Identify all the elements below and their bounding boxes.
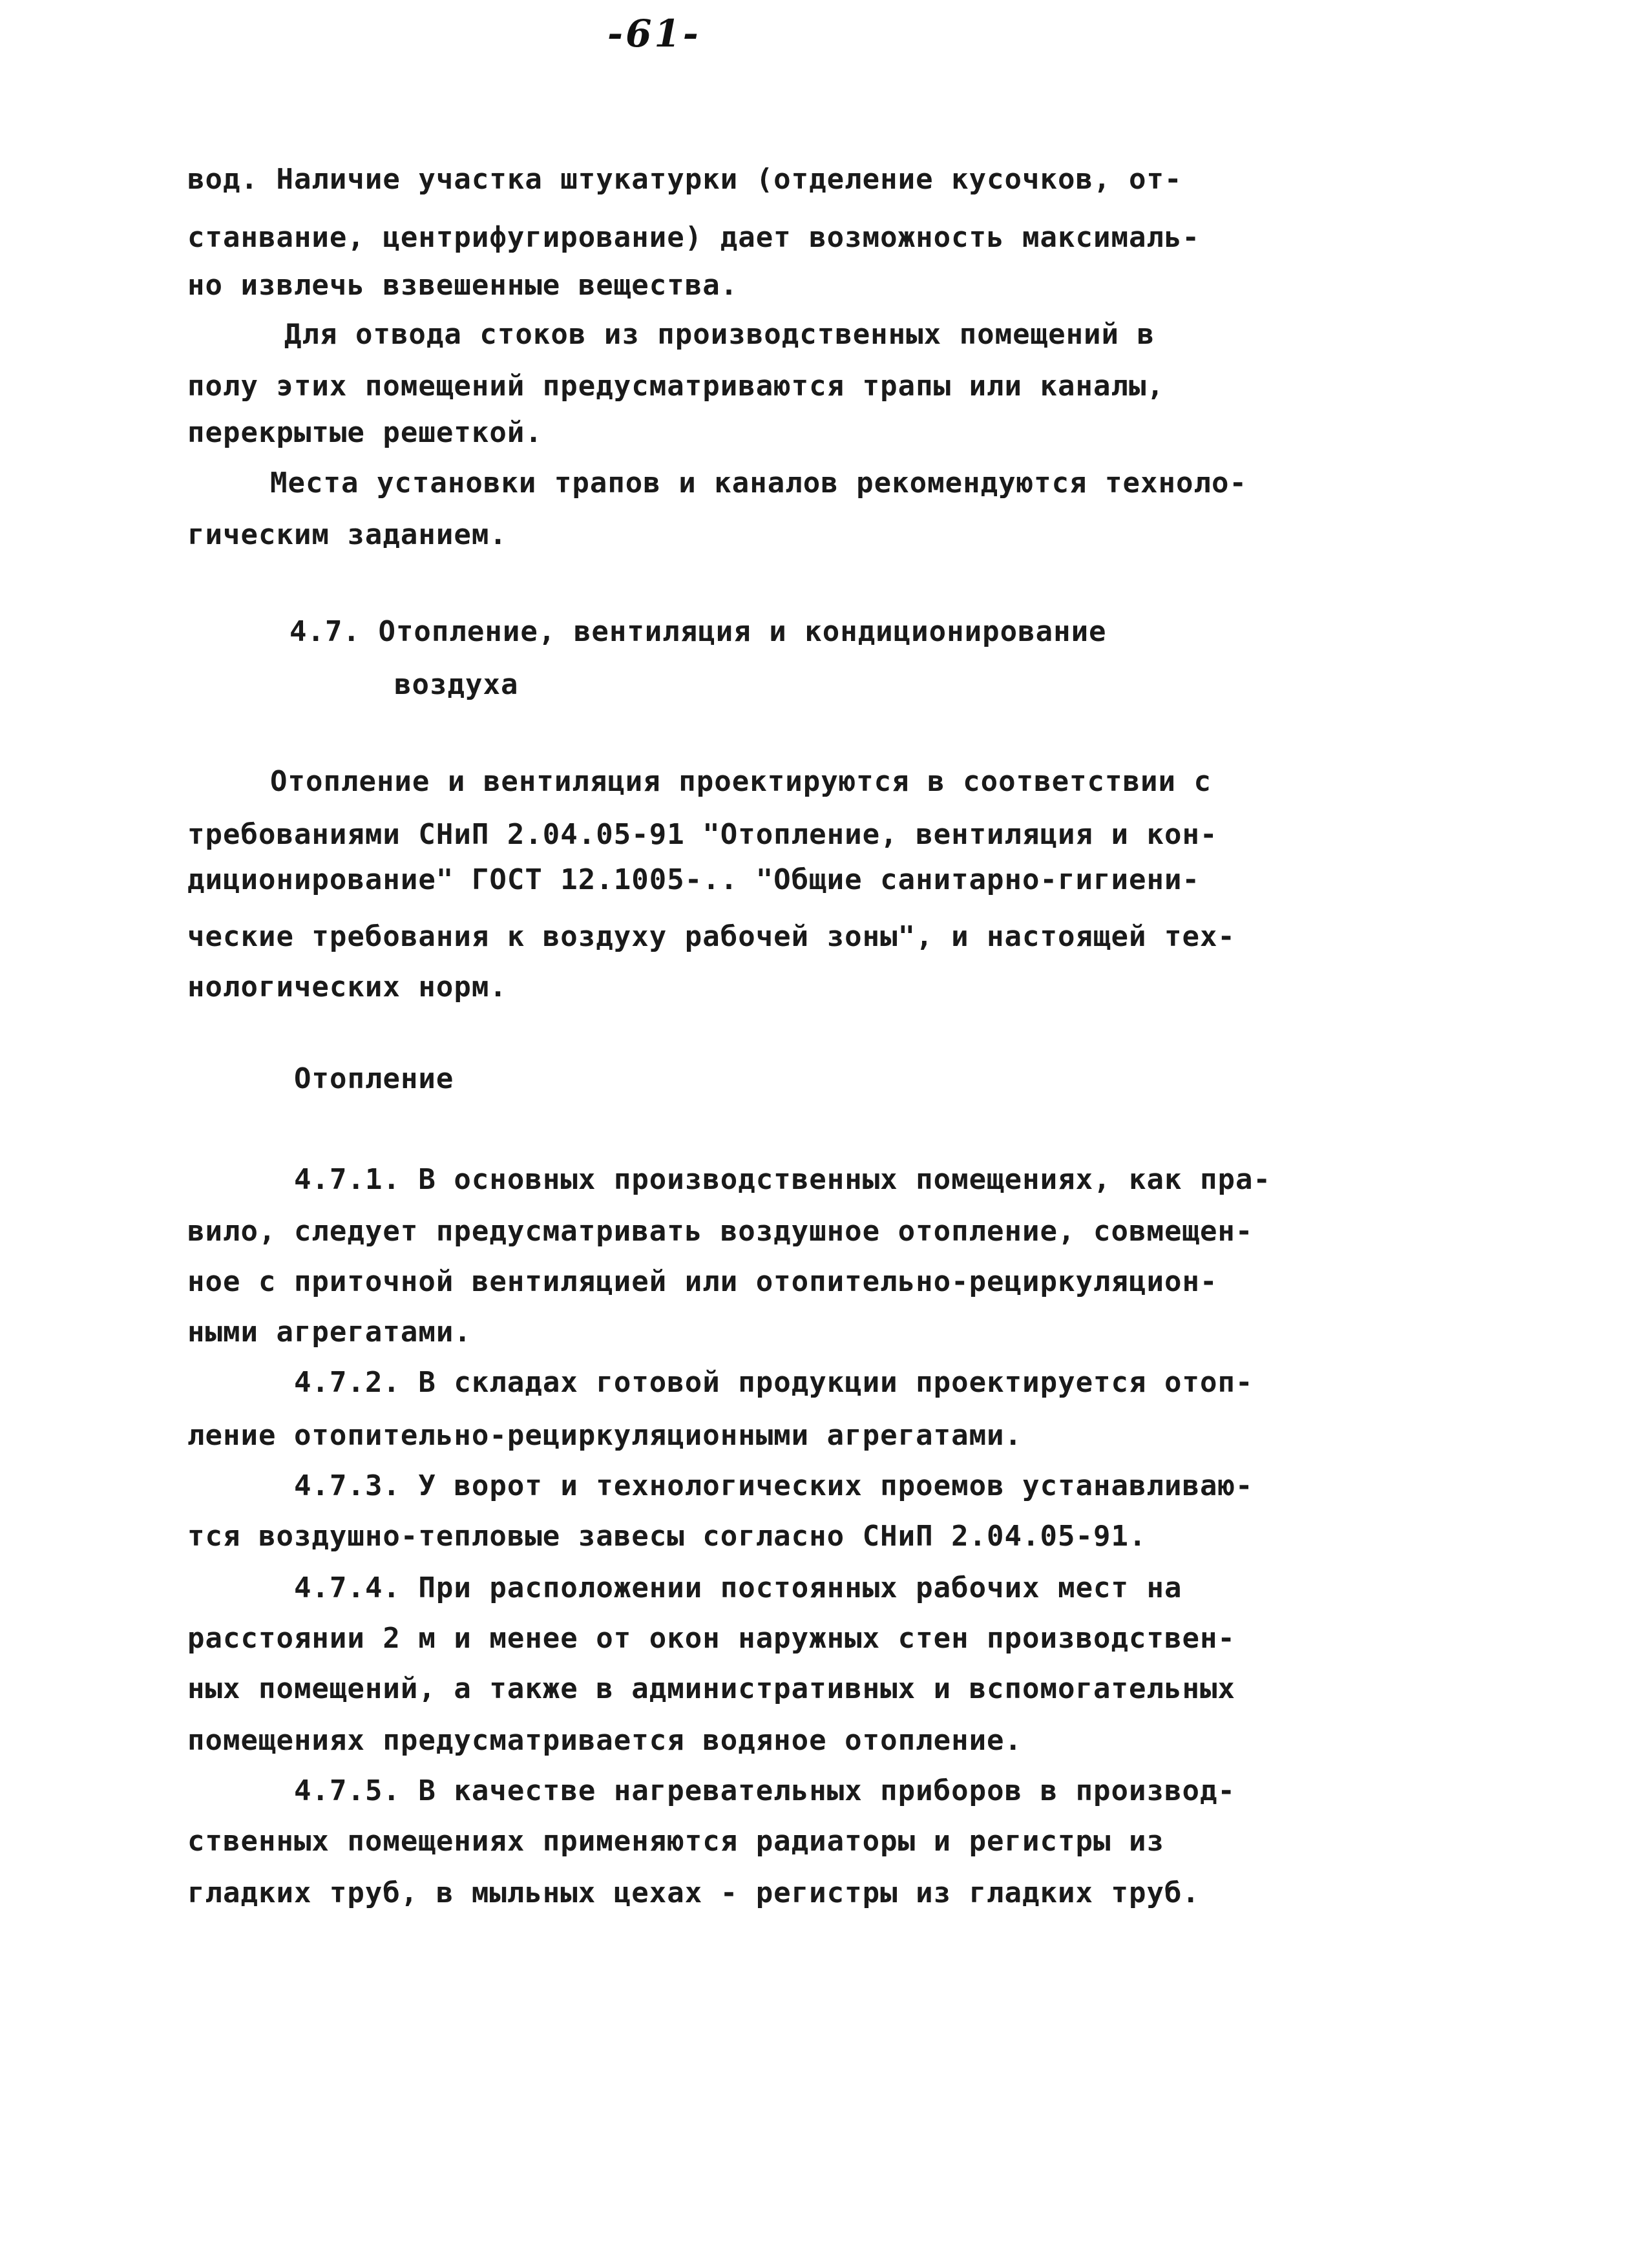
clause-line: ными агрегатами. bbox=[187, 1316, 472, 1349]
clause-line: ление отопительно-рециркуляционными агрегатами. bbox=[187, 1419, 1023, 1452]
clause-line: помещениях предусматривается водяное отопление. bbox=[187, 1724, 1023, 1757]
paragraph-line: гическим заданием. bbox=[187, 518, 507, 551]
clause-line: 4.7.4. При расположении постоянных рабочих мест на bbox=[294, 1571, 1182, 1604]
paragraph-line: полу этих помещений предусматриваются трапы или каналы, bbox=[187, 370, 1164, 403]
paragraph-line: требованиями СНиП 2.04.05-91 "Отопление, вентиляция и кон- bbox=[187, 818, 1218, 851]
paragraph-line: перекрытые решеткой. bbox=[187, 416, 543, 449]
clause-line: 4.7.1. В основных производственных помещениях, как пра- bbox=[294, 1163, 1271, 1196]
section-heading: воздуха bbox=[394, 668, 519, 701]
clause-line: 4.7.2. В складах готовой продукции проектируется отоп- bbox=[294, 1366, 1254, 1399]
paragraph-line: Места установки трапов и каналов рекомендуются техноло- bbox=[270, 467, 1247, 499]
paragraph-line: ческие требования к воздуху рабочей зоны", и настоящей тех- bbox=[187, 920, 1235, 953]
paragraph-line: Отопление и вентиляция проектируются в соответствии с bbox=[270, 765, 1212, 798]
clause-line: тся воздушно-тепловые завесы согласно СНиП 2.04.05-91. bbox=[187, 1520, 1147, 1553]
clause-line: 4.7.3. У ворот и технологических проемов устанавливаю- bbox=[294, 1469, 1254, 1502]
clause-line: ное с приточной вентиляцией или отопительно-рециркуляцион- bbox=[187, 1265, 1218, 1298]
subheading: Отопление bbox=[294, 1062, 454, 1095]
clause-line: ных помещений, а также в административных и вспомогательных bbox=[187, 1672, 1235, 1705]
paragraph-line: но извлечь взвешенные вещества. bbox=[187, 269, 739, 302]
paragraph-line: Для отвода стоков из производственных помещений в bbox=[284, 318, 1155, 351]
clause-line: 4.7.5. В качестве нагревательных приборов в производ- bbox=[294, 1774, 1235, 1807]
page-number: -61- bbox=[607, 12, 701, 56]
paragraph-line: нологических норм. bbox=[187, 971, 507, 1003]
clause-line: ственных помещениях применяются радиаторы и регистры из bbox=[187, 1825, 1164, 1858]
paragraph-line: диционирование" ГОСТ 12.1005-.. "Общие санитарно-гигиени- bbox=[187, 863, 1200, 896]
paragraph-line: станвание, центрифугирование) дает возможность максималь- bbox=[187, 221, 1200, 254]
clause-line: вило, следует предусматривать воздушное отопление, совмещен- bbox=[187, 1215, 1254, 1248]
section-heading: 4.7. Отопление, вентиляция и кондиционирование bbox=[289, 615, 1107, 648]
clause-line: расстоянии 2 м и менее от окон наружных стен производствен- bbox=[187, 1622, 1235, 1655]
clause-line: гладких труб, в мыльных цехах - регистры из гладких труб. bbox=[187, 1876, 1200, 1909]
paragraph-line: вод. Наличие участка штукатурки (отделение кусочков, от- bbox=[187, 163, 1182, 196]
